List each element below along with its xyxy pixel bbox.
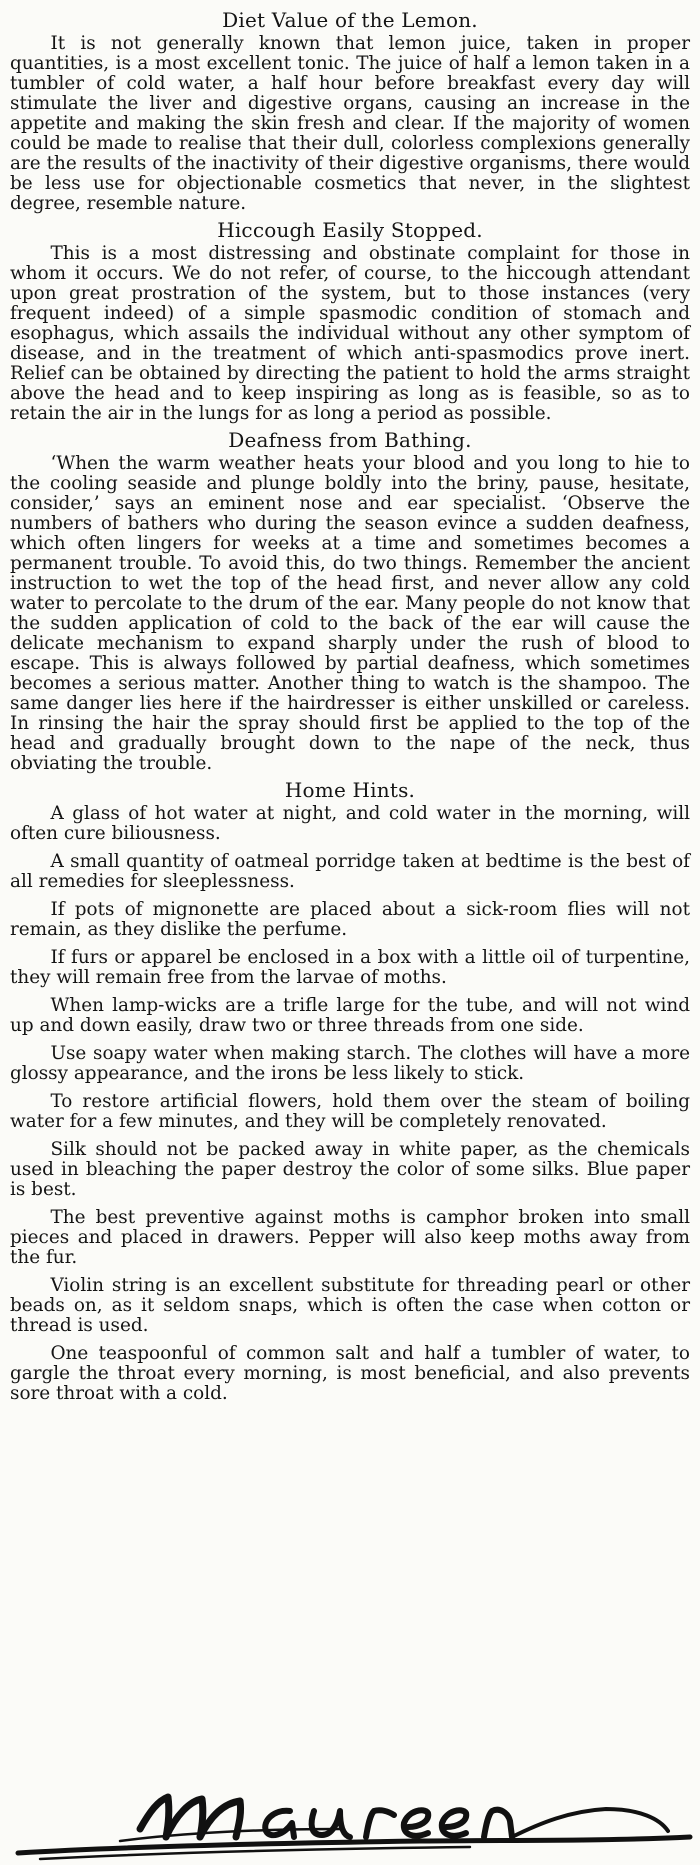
signature bbox=[0, 1783, 700, 1865]
hint-item: Silk should not be packed away in white paper, as the chemicals used in bleaching the paper destroy the color of some silks. Blue paper is best. bbox=[10, 1139, 690, 1200]
section-body-lemon: It is not generally known that lemon juice, taken in proper quantities, is a most excellent tonic. The juice of half a lemon taken in a tumbler of cold water, a half hour before breakfast every day will stimulate the liver and digestive organs, causing an increase in the appetite and making the skin fresh and clear. If the majority of women could be made to realise that their dull, colorless complexions generally are the results of the inactivity of their digestive organisms, there would be less use for objectionable cosmetics that never, in the slightest degree, resemble nature. bbox=[10, 33, 690, 214]
section-title-deafness: Deafness from Bathing. bbox=[228, 428, 472, 452]
hint-item: A glass of hot water at night, and cold water in the morning, will often cure biliousness. bbox=[10, 803, 690, 844]
section-body-hiccough: This is a most distressing and obstinate complaint for those in whom it occurs. We do not refer, of course, to the hiccough attendant upon great prostration of the system, but to those instances (very frequent indeed) of a simple spasmodic condition of stomach and esophagus, which assails the individual without any other symptom of disease, and in the treatment of which anti-spasmodics prove inert. Relief can be obtained by directing the patient to hold the arms straight above the head and to keep inspiring as long as is feasible, so as to retain the air in the lungs for as long a period as possible. bbox=[10, 243, 690, 424]
hint-item: A small quantity of oatmeal porridge taken at bedtime is the best of all remedies for sleeplessness. bbox=[10, 851, 690, 892]
section-title-home-hints: Home Hints. bbox=[284, 778, 416, 802]
section-title-hiccough: Hiccough Easily Stopped. bbox=[217, 218, 483, 242]
hint-item: The best preventive against moths is camphor broken into small pieces and placed in drawers. Pepper will also keep moths away from the fur. bbox=[10, 1207, 690, 1268]
section-body-deafness: ‘When the warm weather heats your blood and you long to hie to the cooling seaside and plunge boldly into the briny, pause, hesitate, consider,’ says an eminent nose and ear specialist. ‘Observe the numbers of bathers who during the season evince a sudden deafness, which often lingers for weeks at a time and sometimes becomes a permanent trouble. To avoid this, do two things. Remember the ancient instruction to wet the top of the head first, and never allow any cold water to percolate to the drum of the ear. Many people do not know that the sudden application of cold to the back of the ear will cause the delicate mechanism to expand sharply under the rush of blood to escape. This is always followed by partial deafness, which sometimes becomes a serious matter. Another thing to watch is the shampoo. The same danger lies here if the hairdresser is either unskilled or careless. In rinsing the hair the spray should first be applied to the top of the head and gradually brought down to the nape of the neck, thus obviating the trouble. bbox=[10, 453, 690, 774]
home-hints-list bbox=[10, 804, 690, 1404]
signature-maureen-graphic bbox=[0, 1783, 700, 1865]
hint-item: One teaspoonful of common salt and half a tumbler of water, to gargle the throat every morning, is most beneficial, and also prevents sore throat with a cold. bbox=[10, 1343, 690, 1404]
section-title-lemon: Diet Value of the Lemon. bbox=[222, 8, 478, 32]
hint-item: To restore artificial flowers, hold them over the steam of boiling water for a few minutes, and they will be completely renovated. bbox=[10, 1091, 690, 1132]
hint-item: Use soapy water when making starch. The clothes will have a more glossy appearance, and the irons be less likely to stick. bbox=[10, 1043, 690, 1084]
hint-item: Violin string is an excellent substitute for threading pearl or other beads on, as it seldom snaps, which is often the case when cotton or thread is used. bbox=[10, 1275, 690, 1336]
hint-item: If furs or apparel be enclosed in a box with a little oil of turpentine, they will remain free from the larvae of moths. bbox=[10, 947, 690, 988]
hint-item: If pots of mignonette are placed about a sick-room flies will not remain, as they dislike the perfume. bbox=[10, 899, 690, 940]
hint-item: When lamp-wicks are a trifle large for the tube, and will not wind up and down easily, draw two or three threads from one side. bbox=[10, 995, 690, 1036]
